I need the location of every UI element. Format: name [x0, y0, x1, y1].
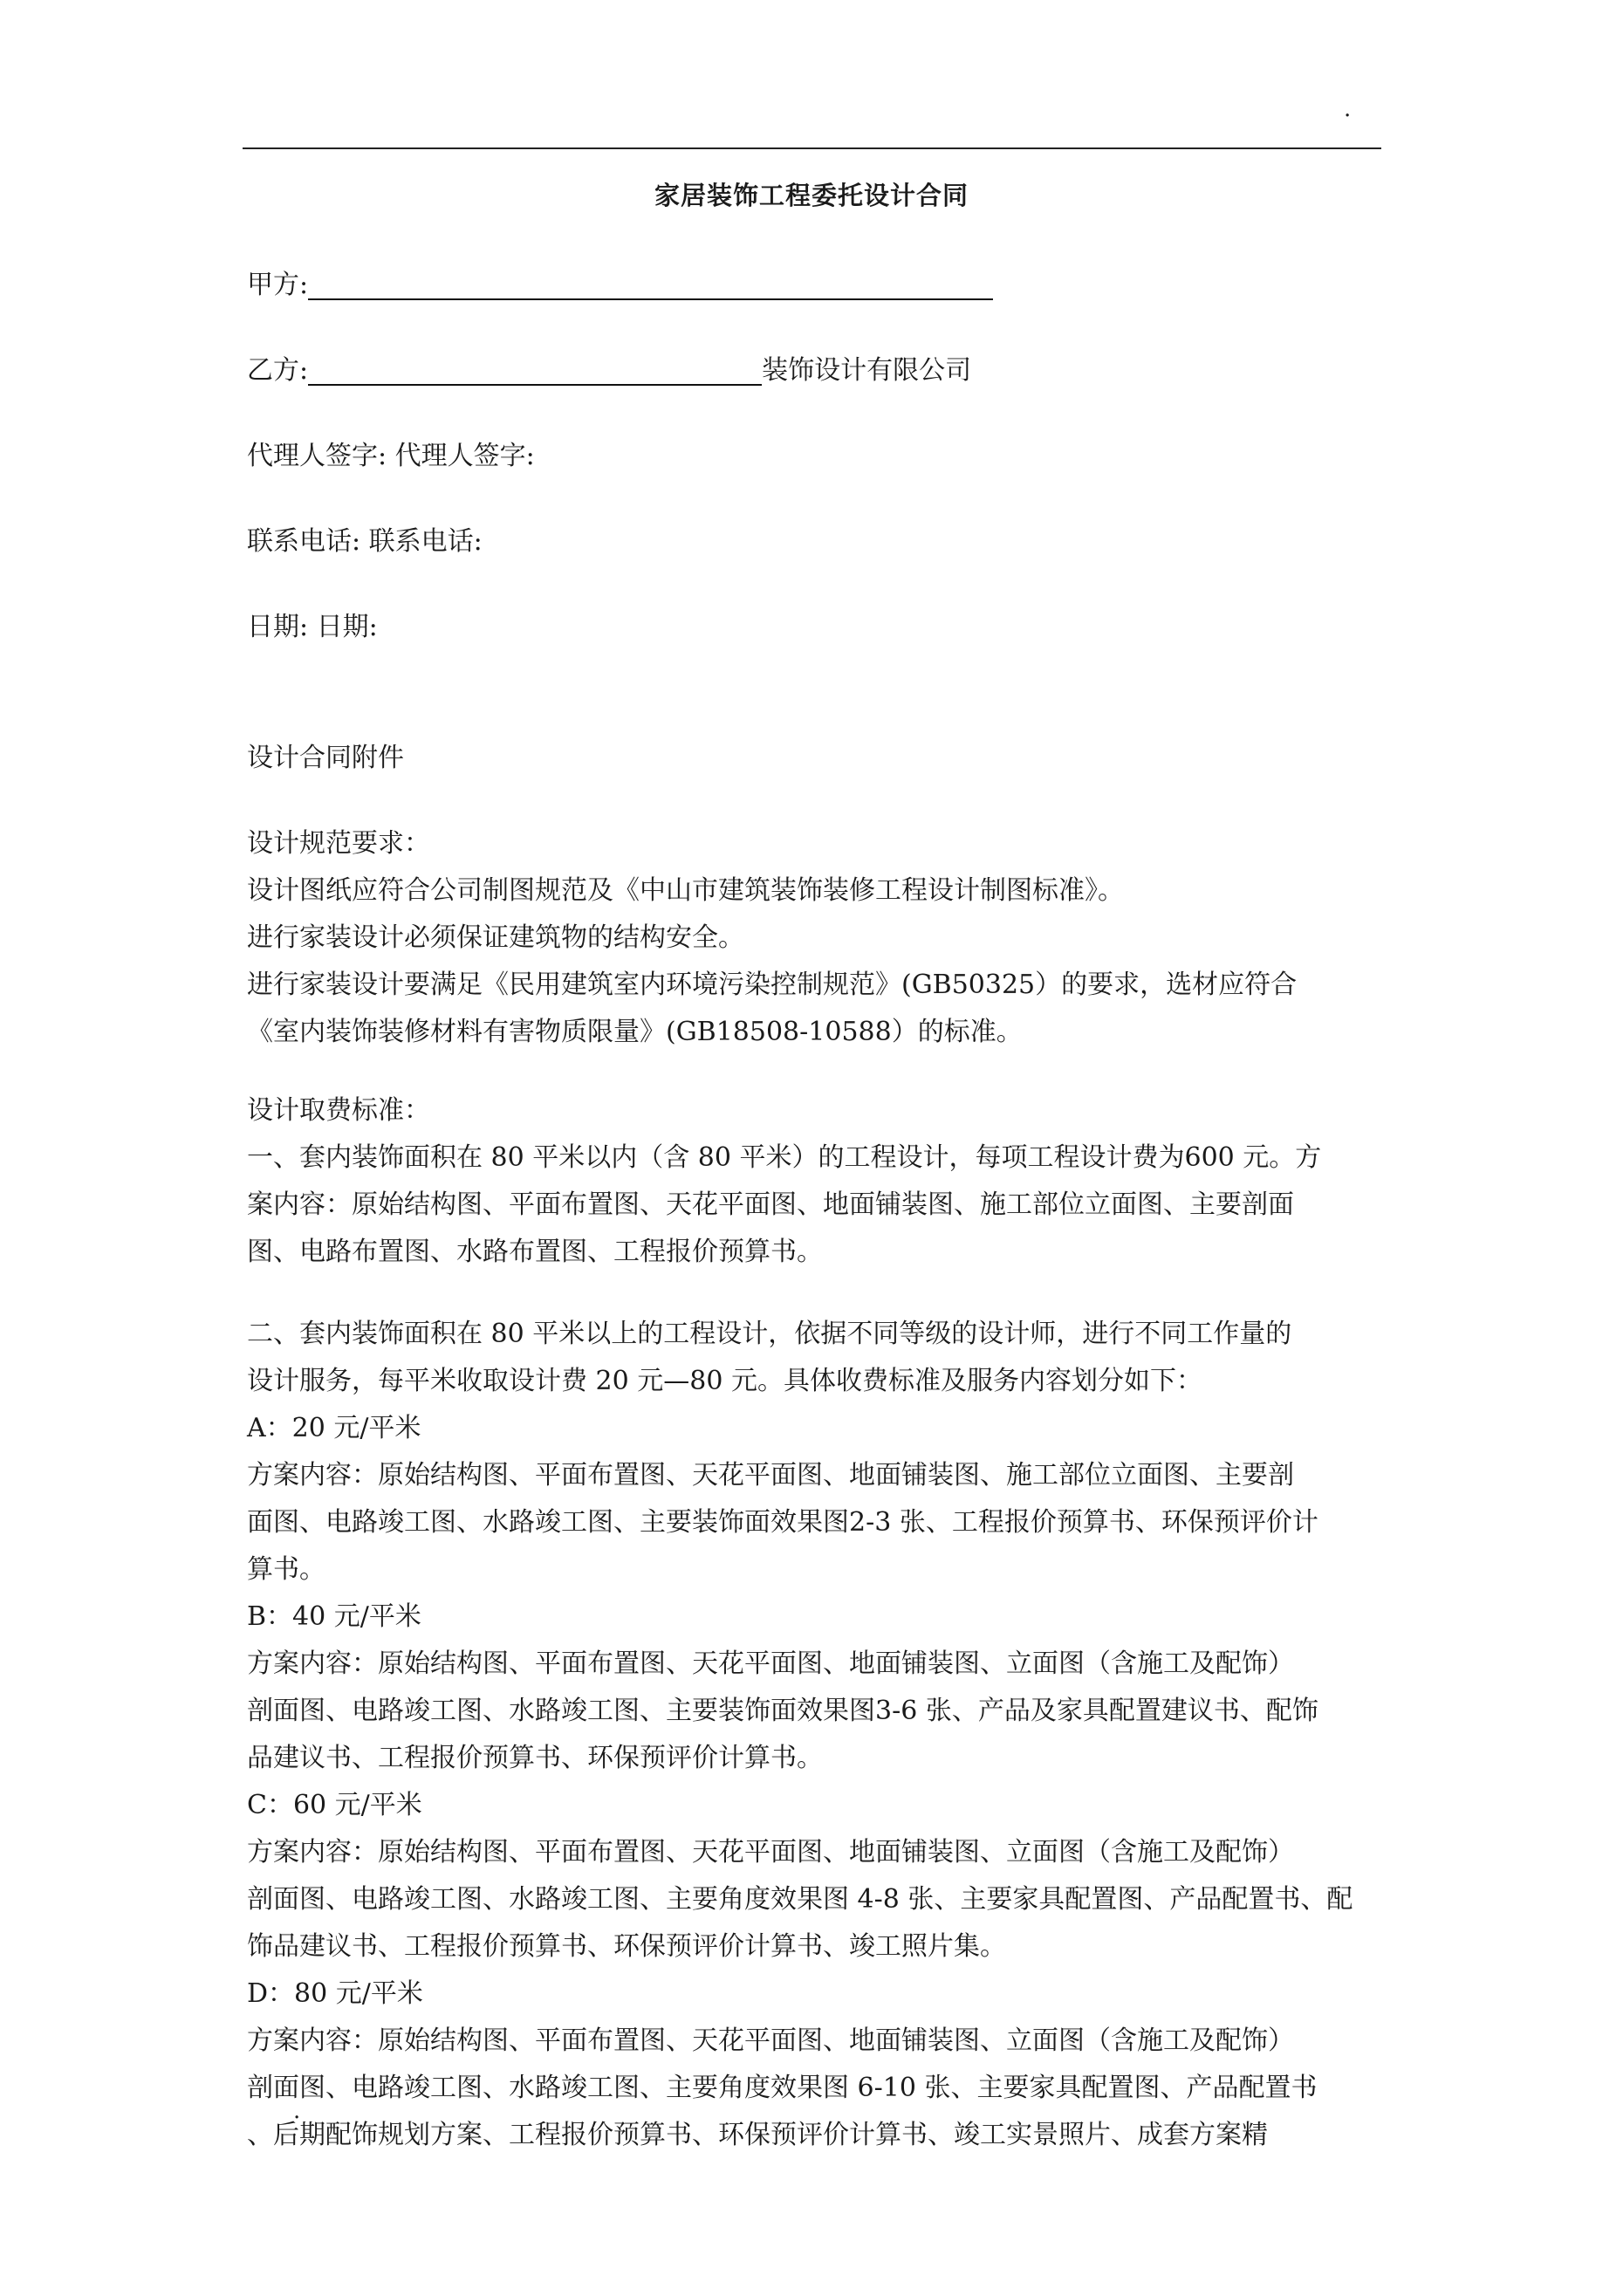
fee-item-1-line: 一、套内装饰面积在 80 平米以内（含 80 平米）的工程设计，每项工程设计费为600 元。方	[247, 1142, 1322, 1173]
phone-line: 联系电话: 联系电话:	[247, 526, 483, 557]
fee-item-2-line: 二、套内装饰面积在 80 平米以上的工程设计，依据不同等级的设计师，进行不同工作量的	[247, 1319, 1292, 1349]
fee-item-2-line: 设计服务，每平米收取设计费 20 元—80 元。具体收费标准及服务内容划分如下：	[247, 1366, 1202, 1396]
tier-line: 饰品建议书、工程报价预算书、环保预评价计算书、竣工照片集。	[247, 1931, 1006, 1962]
fee-heading: 设计取费标准：	[247, 1095, 430, 1126]
bottom-page-dot: .	[293, 2098, 301, 2124]
spec-heading: 设计规范要求：	[247, 828, 430, 859]
document-body	[247, 262, 1407, 2159]
tier-label: C：60 元/平米	[247, 1790, 422, 1820]
tier-line: 剖面图、电路竣工图、水路竣工图、主要角度效果图 6-10 张、主要家具配置图、产品配置书	[247, 2073, 1318, 2103]
tier-line: 方案内容：原始结构图、平面布置图、天花平面图、地面铺装图、施工部位立面图、主要剖	[247, 1460, 1294, 1491]
tier-label: B：40 元/平米	[247, 1601, 421, 1632]
spec-line: 设计图纸应符合公司制图规范及《中山市建筑装饰装修工程设计制图标准》。	[247, 875, 1124, 906]
date-line: 日期: 日期:	[247, 612, 378, 642]
party-a-label: 甲方:	[247, 270, 309, 300]
tier-line: 面图、电路竣工图、水路竣工图、主要装饰面效果图2-3 张、工程报价预算书、环保预评价计	[247, 1507, 1318, 1538]
tier-line: 剖面图、电路竣工图、水路竣工图、主要装饰面效果图3-6 张、产品及家具配置建议书、配饰	[247, 1696, 1318, 1726]
tier-line: 品建议书、工程报价预算书、环保预评价计算书。	[247, 1743, 823, 1773]
spec-line: 进行家装设计要满足《民用建筑室内环境污染控制规范》(GB50325）的要求，选材应符合	[247, 970, 1298, 1000]
spec-line: 进行家装设计必须保证建筑物的结构安全。	[247, 922, 744, 953]
tier-line: 剖面图、电路竣工图、水路竣工图、主要角度效果图 4-8 张、主要家具配置图、产品配置书、配	[247, 1884, 1353, 1915]
spec-paragraph	[247, 867, 1407, 1056]
tier-line: 方案内容：原始结构图、平面布置图、天花平面图、地面铺装图、立面图（含施工及配饰）	[247, 1648, 1294, 1679]
tier-label: D：80 元/平米	[247, 1978, 423, 2009]
party-b-blank	[308, 354, 762, 386]
document-title: 家居装饰工程委托设计合同	[654, 181, 969, 210]
party-b-label: 乙方:	[247, 355, 309, 386]
fee-item-1	[247, 1134, 1407, 1276]
party-a-blank	[308, 269, 993, 300]
attachment-heading: 设计合同附件	[247, 743, 404, 773]
tier-line: 算书。	[247, 1554, 325, 1585]
top-page-dot: .	[1344, 96, 1352, 122]
tier-line: 、后期配饰规划方案、工程报价预算书、环保预评价计算书、竣工实景照片、成套方案精	[247, 2120, 1268, 2150]
fee-item-1-line: 案内容：原始结构图、平面布置图、天花平面图、地面铺装图、施工部位立面图、主要剖面	[247, 1189, 1294, 1220]
party-b-line	[247, 347, 1407, 394]
tier-d	[247, 1970, 1407, 2159]
header-rule	[243, 147, 1381, 149]
party-b-suffix: 装饰设计有限公司	[762, 355, 972, 386]
tier-line: 方案内容：原始结构图、平面布置图、天花平面图、地面铺装图、立面图（含施工及配饰）	[247, 2025, 1294, 2056]
tier-c	[247, 1782, 1407, 1970]
agent-sign-line: 代理人签字: 代理人签字:	[247, 441, 535, 471]
fee-item-2	[247, 1311, 1407, 1405]
tier-a	[247, 1405, 1407, 1593]
spec-line: 《室内装饰装修材料有害物质限量》(GB18508-10588）的标准。	[247, 1017, 1023, 1047]
party-a-line	[247, 262, 1407, 309]
fee-item-1-line: 图、电路布置图、水路布置图、工程报价预算书。	[247, 1237, 823, 1267]
tier-label: A：20 元/平米	[247, 1413, 421, 1443]
tier-b	[247, 1593, 1407, 1782]
tier-line: 方案内容：原始结构图、平面布置图、天花平面图、地面铺装图、立面图（含施工及配饰）	[247, 1837, 1294, 1868]
